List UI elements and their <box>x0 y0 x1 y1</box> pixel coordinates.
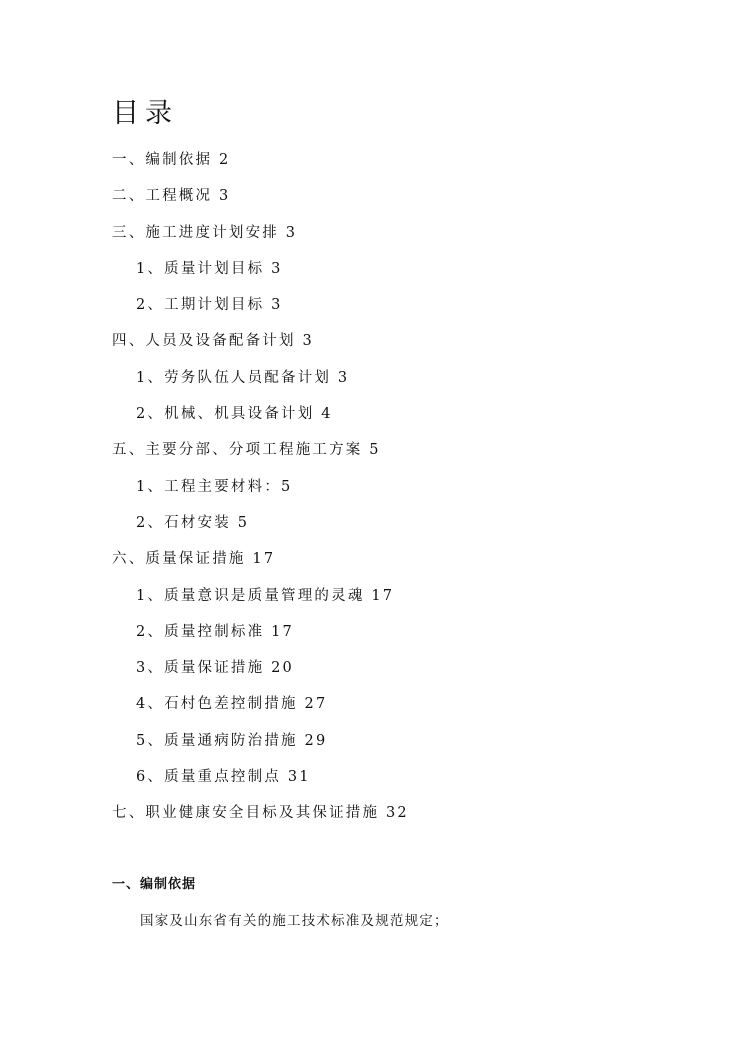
toc-subentry-6-6: 6、质量重点控制点 31 <box>136 769 311 786</box>
toc-subentry-3-1: 1、质量计划目标 3 <box>136 260 283 277</box>
toc-entry-5: 五、主要分部、分项工程施工方案 5 <box>112 442 381 459</box>
toc-subentry-6-2: 2、质量控制标准 17 <box>136 623 294 640</box>
toc-entry-3: 三、施工进度计划安排 3 <box>112 224 298 241</box>
toc-subentry-6-4: 4、石村色差控制措施 27 <box>136 696 328 713</box>
toc-subentry-6-3: 3、质量保证措施 20 <box>136 660 294 677</box>
toc-subentry-5-2: 2、石材安装 5 <box>136 514 250 531</box>
toc-entry-2: 二、工程概况 3 <box>112 188 231 205</box>
section-body-text: 国家及山东省有关的施工技术标准及规范规定； <box>140 913 449 929</box>
toc-entry-4: 四、人员及设备配备计划 3 <box>112 333 314 350</box>
toc-subentry-5-1: 1、工程主要材料：5 <box>136 478 293 495</box>
toc-subentry-6-1: 1、质量意识是质量管理的灵魂 17 <box>136 587 395 604</box>
toc-entry-7: 七、职业健康安全目标及其保证措施 32 <box>112 805 409 822</box>
toc-subentry-3-2: 2、工期计划目标 3 <box>136 297 283 314</box>
toc-entry-1: 一、编制依据 2 <box>112 152 231 168</box>
section-heading: 一、编制依据 <box>112 877 197 892</box>
table-of-contents <box>0 146 744 836</box>
toc-title: 目录 <box>112 98 178 129</box>
toc-subentry-4-1: 1、劳务队伍人员配备计划 3 <box>136 369 350 386</box>
toc-subentry-4-2: 2、机械、机具设备计划 4 <box>136 406 333 423</box>
toc-subentry-6-5: 5、质量通病防治措施 29 <box>136 732 328 749</box>
toc-entry-6: 六、质量保证措施 17 <box>112 551 276 568</box>
